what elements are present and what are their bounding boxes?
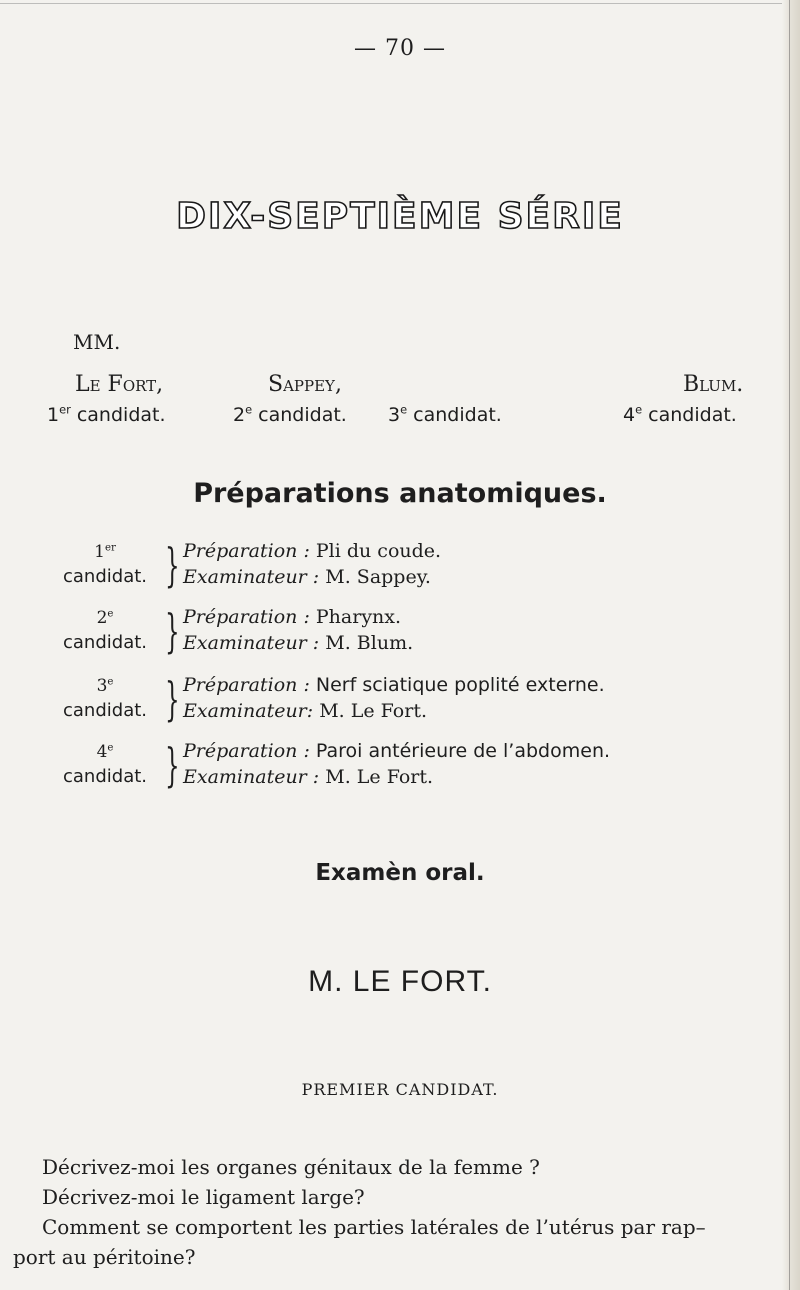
candidate-heading: PREMIER CANDIDAT. [301, 1080, 499, 1099]
question-2: Décrivez-moi le ligament large? [42, 1185, 365, 1209]
brace: } [165, 738, 180, 792]
preparation-line: Préparation : Pli du coude. [183, 540, 442, 562]
preparation-line: Préparation : Pharynx. [183, 606, 402, 628]
entry-ordinal: 2e candidat. [63, 608, 147, 653]
examiner-line: Examinateur : M. Sappey. [183, 566, 431, 588]
page-top-edge [0, 3, 790, 4]
brace: } [165, 672, 180, 726]
entry-ordinal: 3e candidat. [63, 676, 147, 721]
preparation-entry-1 [0, 540, 800, 600]
candidate-ordinal-4: 4e candidat. [623, 402, 737, 426]
preparation-entry-3 [0, 674, 800, 734]
candidate-ordinal-3: 3e candidat. [388, 402, 502, 426]
preparation-entry-2 [0, 606, 800, 666]
examiner-line: Examinateur: M. Le Fort. [183, 700, 427, 722]
preparation-entry-4 [0, 740, 800, 800]
entry-ordinal: 4e candidat. [63, 742, 147, 787]
oral-exam-heading: Examèn oral. [315, 860, 485, 886]
question-3-continuation: port au péritoine? [13, 1245, 196, 1269]
examiner-line: Examinateur : M. Blum. [183, 632, 414, 654]
section-heading: Préparations anatomiques. [193, 478, 607, 509]
page-number: — 70 — [354, 36, 446, 61]
brace: } [165, 604, 180, 658]
brace: } [165, 538, 180, 592]
candidate-ordinal-1: 1er candidat. [47, 402, 166, 426]
mm-label: MM. [73, 330, 121, 354]
entry-ordinal: 1er candidat. [63, 542, 147, 587]
oral-examiner: M. LE FORT. [308, 965, 492, 998]
question-3: Comment se comportent les parties latérales de l’utérus par rap– [42, 1215, 706, 1239]
candidate-name-4: Blum. [683, 372, 744, 397]
candidate-name-1: Le Fort, [75, 372, 164, 397]
preparation-line: Préparation : Paroi antérieure de l’abdomen. [183, 740, 611, 762]
examiner-line: Examinateur : M. Le Fort. [183, 766, 434, 788]
preparation-line: Préparation : Nerf sciatique poplité externe. [183, 674, 605, 696]
question-1: Décrivez-moi les organes génitaux de la femme ? [42, 1155, 540, 1179]
series-title: DIX-SEPTIÈME SÉRIE [176, 196, 624, 237]
candidate-name-2: Sappey, [268, 372, 342, 397]
candidate-ordinal-2: 2e candidat. [233, 402, 347, 426]
